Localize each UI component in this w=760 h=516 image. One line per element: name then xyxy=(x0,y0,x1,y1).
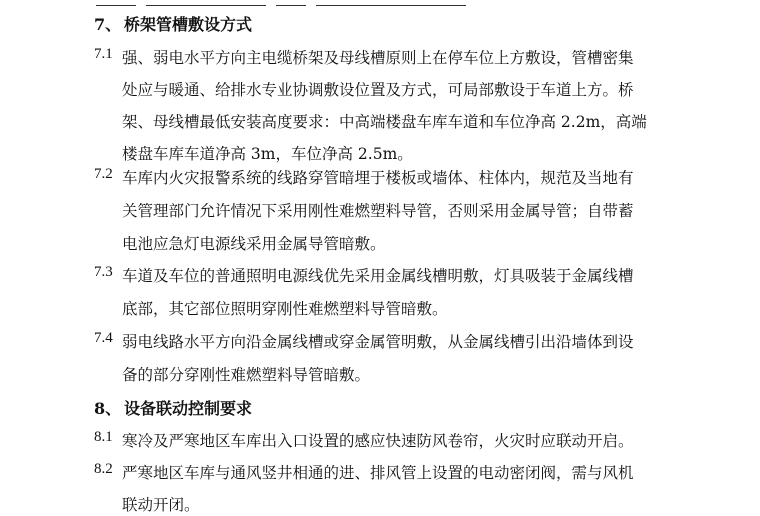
section-title: 桥架管槽敷设方式 xyxy=(124,15,253,34)
clause-line: 处应与暖通、给排水专业协调敷设位置及方式，可局部敷设于车道上方。桥 xyxy=(122,81,634,99)
clause-line: 底部，其它部位照明穿刚性难燃塑料导管暗敷。 xyxy=(122,300,448,318)
clause-number: 8.1 xyxy=(94,429,113,445)
clause-line: 弱电线路水平方向沿金属线槽或穿金属管明敷，从金属线槽引出沿墙体到设 xyxy=(122,333,634,351)
cutoff-previous-line xyxy=(96,0,616,6)
clause-number: 7.3 xyxy=(94,264,113,280)
clause-line: 关管理部门允许情况下采用刚性难燃塑料导管，否则采用金属导管；自带蓄 xyxy=(122,202,634,220)
clause-line: 车道及车位的普通照明电源线优先采用金属线槽明敷，灯具吸装于金属线槽 xyxy=(122,267,634,285)
clause-number: 7.2 xyxy=(94,166,113,182)
section-number: 8、 xyxy=(94,399,122,418)
section-heading-7 xyxy=(94,12,252,35)
clause-line: 联动开闭。 xyxy=(122,496,200,514)
section-number: 7、 xyxy=(94,15,122,34)
clause-number: 8.2 xyxy=(94,461,113,477)
clause-line: 车库内火灾报警系统的线路穿管暗埋于楼板或墙体、柱体内，规范及当地有 xyxy=(122,169,634,187)
clause-line: 电池应急灯电源线采用金属导管暗敷。 xyxy=(122,235,386,253)
clause-number: 7.1 xyxy=(94,46,113,62)
clause-line: 备的部分穿刚性难燃塑料导管暗敷。 xyxy=(122,366,371,384)
clause-line: 严寒地区车库与通风竖井相通的进、排风管上设置的电动密闭阀，需与风机 xyxy=(122,464,634,482)
clause-line: 楼盘车库车道净高 3m，车位净高 2.5m。 xyxy=(122,145,413,163)
section-heading-8 xyxy=(94,396,252,419)
clause-line: 架、母线槽最低安装高度要求：中高端楼盘车库车道和车位净高 2.2m，高端 xyxy=(122,113,647,131)
section-title: 设备联动控制要求 xyxy=(124,399,253,418)
clause-line: 寒冷及严寒地区车库出入口设置的感应快速防风卷帘，火灾时应联动开启。 xyxy=(122,432,634,450)
clause-number: 7.4 xyxy=(94,330,113,346)
clause-line: 强、弱电水平方向主电缆桥架及母线槽原则上在停车位上方敷设，管槽密集 xyxy=(122,49,634,67)
